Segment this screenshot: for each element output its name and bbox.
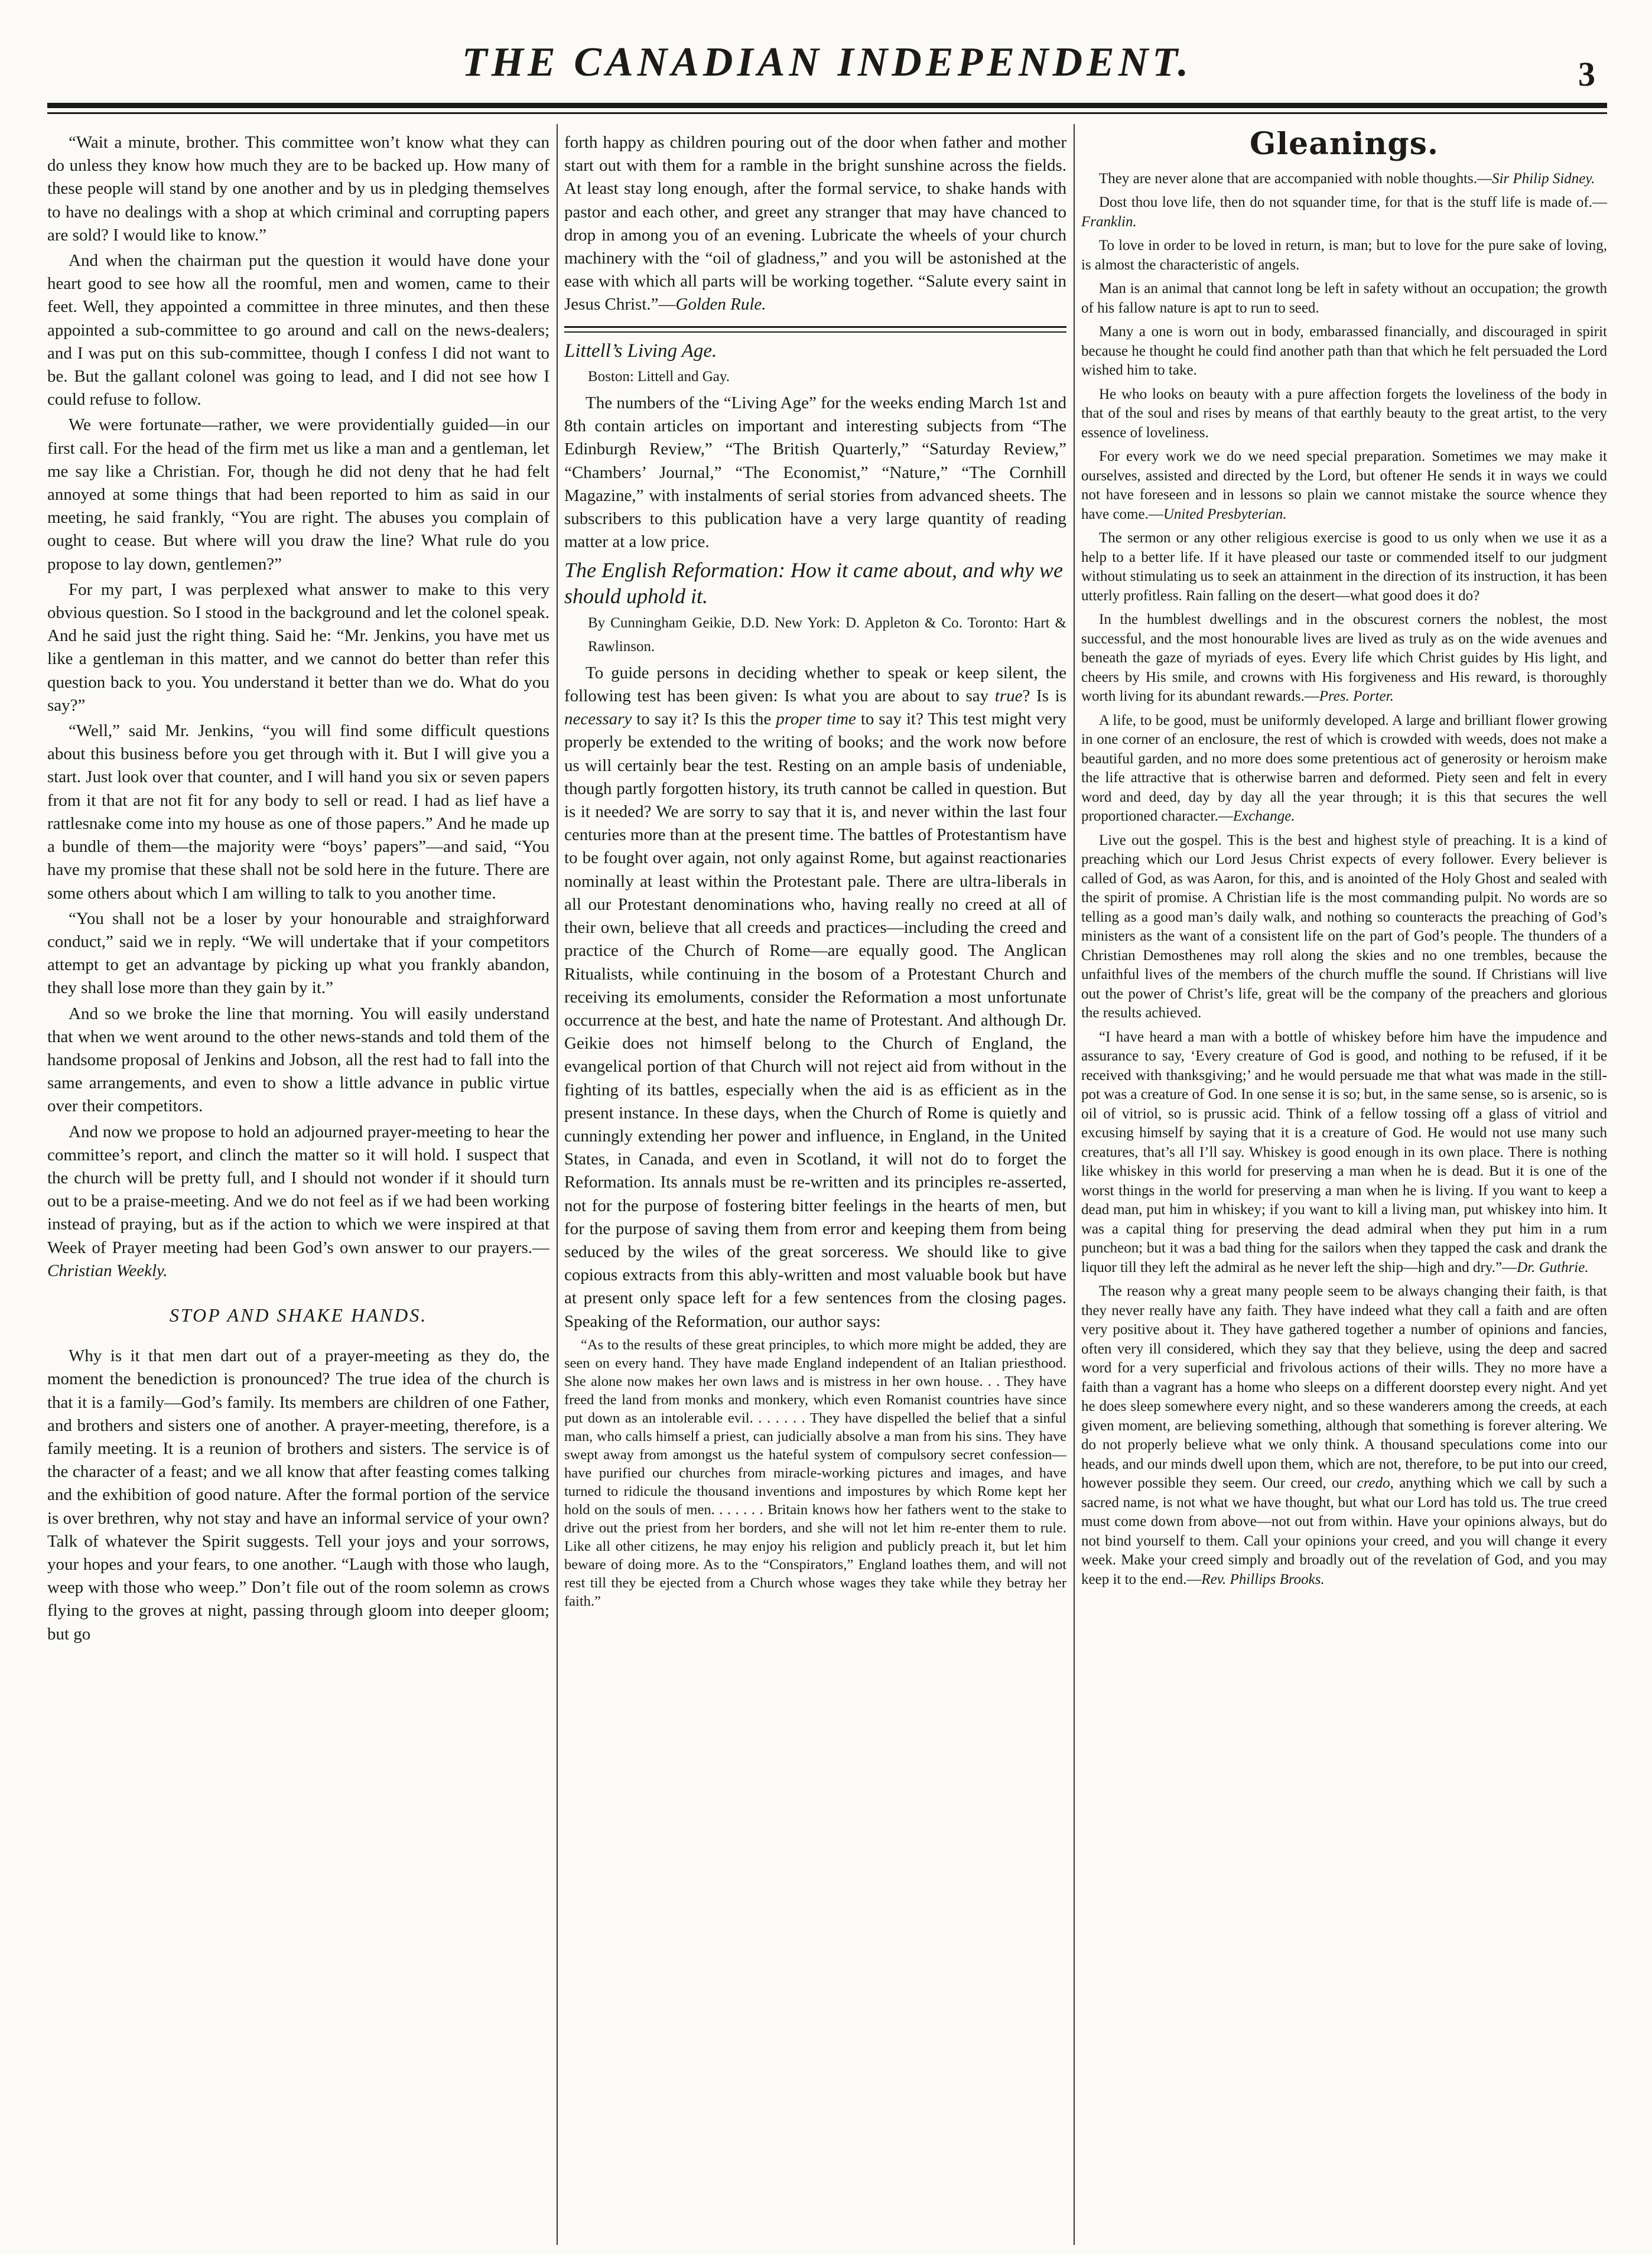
paragraph: “Wait a minute, brother. This committee won’t know what they can do unless they know how much they are to be backed up. How many of these people will stand by one another and by us in pledging themselves to have no dealings with a shop at which criminal and corrupting papers are sold? I would like to know.” [47, 133, 549, 245]
source-attribution: Exchange. [1233, 808, 1295, 824]
page-number: 3 [1578, 55, 1595, 93]
review-publisher: Boston: Littell and Gay. [588, 368, 730, 385]
paragraph: And when the chairman put the question it would have done your heart good to see how all the roomful, men and women, came to their feet. Well, they appointed a committee in three minutes, and then these appointed a sub-committee to go around and call on the news-dealers; and I was put on this sub-committee, though I confess I did not want to be. But the gallant colonel was going to lead, and I did not see how I could refuse to follow. [47, 251, 549, 409]
header-rule-thick [47, 103, 1607, 108]
paragraph-text: To guide persons in deciding whether to speak or keep silent, the following test has been given: Is what you are about to say [564, 663, 1066, 706]
gleaning [1081, 1028, 1607, 1278]
paragraph: For my part, I was perplexed what answer to make to this very obvious question. So I stood in the background and let the colonel speak. And he said just the right thing. Said he: “Mr. Jenkins, you have met us like a gentleman in this matter, and we cannot do better than refer this question back to you. You understand it better than we do. What do you say?” [47, 580, 549, 715]
paragraph-text: to say it? Is this the [632, 710, 776, 729]
paragraph [564, 662, 1066, 1333]
paragraph: And so we broke the line that morning. You will easily understand that when we went around to the other news-stands and told them of the handsome proposal of Jenkins and Jobson, all the rest had to fall into the same arrangements, and even to show a little advance in public virtue over their competitors. [47, 1004, 549, 1116]
gleaning [1081, 170, 1607, 189]
block-quote: “As to the results of these great principles, to which more might be added, they are seen on every hand. They have made England independent of an Italian priesthood. She alone now makes her own laws and is mistress in her own house. . . They have freed the land from monks and monkery, which even Romanist countries have since put down as an intolerable evil. . . . . . . They have dispelled the belief that a sinful man, who calls himself a priest, can judicially absolve a man from his sins. They have swept away from amongst us the hateful system of compulsory secret confession—have purified our churches from miracle-working pictures and images, and have turned to ridicule the thousand inventions and impostures by which Rome kept her hold on the souls of men. . . . . . . Britain knows how her fathers went to the stake to drive out the priest from her borders, and she will not let him re-enter them to rule. Like all other citizens, he may enjoy his religion and publicly preach it, but let him beware of doing more. As to the “Conspirators,” England loathes them, and will not rest till they be ejected from a Church whose wages they take while they betray her faith.” [564, 1336, 1066, 1609]
gleaning-text: , anything which we call by such a sacred name, is not what we have thought, but what our Lord has told us. The true creed must come down from above—not out from within. Have your opinions always, but do not bind yourself to them. Call your opinions your creed, and you will change it every week. Make your creed simply and broadly out of the revelation of God, and you may keep it to the end.— [1081, 1475, 1607, 1587]
source-attribution: Golden Rule. [675, 295, 766, 314]
source-attribution: Franklin. [1081, 213, 1137, 230]
emphasis: necessary [564, 710, 632, 729]
column-divider [1074, 124, 1075, 2245]
divider [564, 326, 1066, 328]
gleaning-text: For every work we do we need special preparation. Sometimes we may make it ourselves, assisted and directed by the Lord, but oftener He sends it in ways we could not have foreseen and in lessons so plain we cannot mistake the source whence they have come.— [1081, 448, 1607, 522]
gleaning [1081, 1282, 1607, 1589]
header-rule-thin [47, 112, 1607, 114]
source-attribution: Sir Philip Sidney. [1492, 170, 1595, 187]
gleaning [1081, 711, 1607, 826]
paragraph-text: ? Is is [1022, 686, 1066, 706]
gleaning [1081, 193, 1607, 232]
gleaning-text: “I have heard a man with a bottle of whiskey before him have the impudence and assurance to say, ‘Every creature of God is good, and nothing to be refused, if it be received with thanksgiving;’ and he would persuade me that what was made in the still-pot was a creature of God. In one sense it is so; but, in the same sense, so is arsenic, so is oil of vitriol, so is prussic acid. Think of a fellow tossing off a glass of vitriol and excusing himself by saying that it is a creature of God. He would not use many such creatures, that’s all I’ll say. Whiskey is good enough in its own place. There is nothing like whiskey in this world for preserving a man when he is dead. But it is one of the worst things in the world for preserving a man when he is living. If you want to keep a dead man, put him in whiskey; if you want to kill a living man, put whiskey into him. It was a capital thing for preserving the dead admiral when they put him in a rum puncheon; but it was a bad thing for the sailors when they tapped the cask and drank the liquor till they left the admiral as he never left the ship—high and dry.”— [1081, 1029, 1607, 1275]
paragraph [47, 1121, 549, 1283]
gleaning: The sermon or any other religious exercise is good to us only when we use it as a help to a better life. If it have pleased our taste or commended itself to our judgment without stimulating us to seek an attainment in the direction of its instruction, it has been utterly profitless. Rain falling on the desert—what good does it do? [1081, 530, 1607, 604]
source-attribution: Christian Weekly. [47, 1261, 168, 1280]
gleaning [1081, 610, 1607, 707]
paragraph-text: forth happy as children pouring out of the door when father and mother start out with them for a ramble in the bright sunshine across the fields. At least stay long enough, after the formal service, to shake hands with pastor and each other, and greet any stranger that may have chanced to drop in among you of an evening. Lubricate the wheels of your church machinery with the “oil of gladness,” and you will be astonished at the ease with which all parts will be working together. “Salute every saint in Jesus Christ.”— [564, 133, 1066, 314]
paragraph: We were fortunate—rather, we were providentially guided—in our first call. For the head of the firm met us like a man and a gentleman, let me say like a Christian. For, though he did not deny that he had felt annoyed at some things that had been reported to him as said in our meeting, he said frankly, “You are right. The abuses you complain of ought to cease. But where will you draw the line? What rule do you propose to lay down, gentlemen?” [47, 415, 549, 574]
section-title: STOP AND SHAKE HANDS. [169, 1304, 428, 1326]
masthead: THE CANADIAN INDEPENDENT. [461, 40, 1193, 85]
gleaning-text: The reason why a great many people seem to be always changing their faith, is that they never really have any faith. They have indeed what they call a faith and are often very positive about it. They have gathered together a number of opinions and fancies, often very ill considered, which they say that they believe, using the deep and sacred word for a very superficial and frivolous actions of their wills. They no more have a faith than a vagrant has a home who sleeps on a different doorstep every night. And yet he does sleep somewhere every night, and so these wanderers among the creeds, at each given moment, are believing something, although that something is forever altering. We do not properly believe what we only think. A thousand speculations come into our heads, and our minds dwell upon them, which are not, therefore, to be put into our creed, however possible they seem. Our creed, our [1081, 1283, 1607, 1491]
gleaning [1081, 447, 1607, 524]
page-header [47, 11, 1607, 99]
section-heading: Gleanings. [1249, 131, 1439, 162]
paragraph: The numbers of the “Living Age” for the weeks ending March 1st and 8th contain articles on important and interesting subjects from “The Edinburgh Review,” “The British Quarterly,” “Saturday Review,” “Chambers’ Journal,” “The Economist,” “Nature,” “The Cornhill Magazine,” with instalments of serial stories from advanced sheets. The subscribers to this publication have a very large quantity of reading matter at a low price. [564, 393, 1066, 552]
paragraph [564, 131, 1066, 317]
gleaning: He who looks on beauty with a pure affection forgets the loveliness of the body in that of the soul and rises by means of that earthly beauty to the great artist, to the very essence of loveliness. [1081, 386, 1607, 441]
column-3 [1081, 131, 1607, 2237]
review-title: Littell’s Living Age. [564, 340, 717, 362]
gleaning-text: Dost thou love life, then do not squander time, for that is the stuff life is made of.— [1099, 194, 1607, 210]
source-attribution: United Presbyterian. [1163, 506, 1287, 522]
review-publisher: By Cunningham Geikie, D.D. New York: D. Appleton & Co. Toronto: Hart & Rawlinson. [588, 615, 1066, 655]
gleaning: To love in order to be loved in return, is man; but to love for the pure sake of loving, is almost the characteristic of angels. [1081, 237, 1607, 273]
emphasis: credo [1357, 1475, 1390, 1491]
source-attribution: Dr. Guthrie. [1517, 1259, 1589, 1275]
gleaning-text: A life, to be good, must be uniformly developed. A large and brilliant flower growing in one corner of an enclosure, the rest of which is crowded with weeds, does not make a beautiful garden, and no more does some pretentious act of generosity or heroism make the life attractive that is otherwise barren and deformed. Piety seen and felt in every word and deed, day by day all the year through; it is this that secures the well proportioned character.— [1081, 712, 1607, 824]
paragraph: “You shall not be a loser by your honourable and straighforward conduct,” said we in reply. “We will undertake that if your competitors attempt to get an advantage by picking up what you frankly abandon, they shall lose more than they gain by it.” [47, 909, 549, 998]
gleaning: Many a one is worn out in body, embarassed financially, and discouraged in spirit because he thought he could find another path than that which he felt persuaded the Lord wished him to take. [1081, 324, 1607, 378]
paragraph-text: to say it? This test might very properly be extended to the writing of books; and the work now before us will certainly bear the test. Resting on an ample basis of undeniable, though partly forgotten history, its truth cannot be called in question. But is it needed? We are sorry to say that it is, and never within the last four centuries more than at the present time. The battles of Protestantism have to be fought over again, not only against Rome, but against reactionaries nominally at least within the Protestant pale. There are ultra-liberals in all our Protestant denominations who, having really no creed at all of their own, believe that all creeds and practices—including the creed and practice of the Church of Rome—are equally good. The Anglican Ritualists, while continuing in the bosom of a Protestant Church and receiving its emoluments, consider the Reformation a most unfortunate occurrence at the best, and hate the name of Protestant. And although Dr. Geikie does not himself belong to the Church of England, the evangelical portion of that Church will not reject aid from without in the fighting of its battles, especially when the aid is as efficient as in the present instance. In these days, when the Church of Rome is quietly and cunningly extending her power and influence, in England, in the United States, in Canada, and even in Scotland, it will not do to forget the Reformation. Its annals must be re-written and its principles re-asserted, not for the purpose of fostering bitter feelings in the hearts of men, but for the purpose of saving them from error and keeping them from being seduced by the wiles of the great sorceress. We should like to give copious extracts from this ably-written and most valuable book but have at present only space left for a few sentences from the closing pages. Speaking of the Reformation, our author says: [564, 710, 1066, 1331]
source-attribution: Pres. Porter. [1319, 688, 1394, 704]
column-2 [564, 131, 1066, 2237]
emphasis: true [994, 686, 1023, 706]
paragraph-text: And now we propose to hold an adjourned prayer-meeting to hear the committee’s report, and clinch the matter so it will hold. I suspect that the church will be pretty full, and I should not wonder if it should turn out to be a praise-meeting. And we do not feel as if we had been working instead of praying, but as if the action to which we were inspired at that Week of Prayer meeting had been God’s own answer to our prayers.— [47, 1122, 549, 1257]
gleaning: Live out the gospel. This is the best and highest style of preaching. It is a kind of preaching which our Lord Jesus Christ expects of every follower. Every believer is called of God, as was Aaron, for this, and is anointed of the Holy Ghost and sealed with the spirit of promise. A Christian life is the most commanding pulpit. No words are so telling as a good man’s daily walk, and nothing so counteracts the preaching of God’s ministers as the want of a consistent life on the part of God’s people. The thunders of a Christian Demosthenes may roll along the skies and no one trembles, because the unfaithful lives of the members of the church muffle the sound. If Christians will live out the power of Christ’s life, great will be the company of the preachers and glorious the results achieved. [1081, 832, 1607, 1021]
review-title: The English Reformation: How it came about, and why we should uphold it. [564, 558, 1063, 609]
paragraph: Why is it that men dart out of a prayer-meeting as they do, the moment the benediction is pronounced? The true idea of the church is that it is a family—God’s family. Its members are children of one Father, and brothers and sisters one of another. A prayer-meeting, therefore, is a family meeting. It is a reunion of brothers and sisters. The service is of the character of a feast; and we all know that after feasting comes talking and the exhibition of good nature. After the formal portion of the service is over brethren, why not stay and have an informal service of your own? Talk of whatever the Spirit suggests. Tell your joys and your sorrows, your hopes and your fears, to one another. “Laugh with those who laugh, weep with those who weep.” Don’t file out of the room solemn as crows flying to the groves at night, passing through gloom into deeper gloom; but go [47, 1346, 549, 1644]
column-1 [47, 131, 549, 2237]
divider [564, 331, 1066, 333]
source-attribution: Rev. Phillips Brooks. [1201, 1571, 1325, 1587]
gleaning-text: They are never alone that are accompanied with noble thoughts.— [1099, 170, 1492, 187]
column-divider [557, 124, 558, 2245]
paragraph: “Well,” said Mr. Jenkins, “you will find some difficult questions about this business before you get through with it. But I will give you a start. Just look over that counter, and I will hand you six or seven papers from it that are not fit for any body to sell or read. I had as lief have a rattlesnake come into my house as one of those papers.” And he made up a bundle of them—the majority were “boys’ papers”—and said, “You have my promise that these shall not be sold here in the future. There are some others about which I am willing to talk to you another time. [47, 721, 549, 903]
emphasis: proper time [776, 710, 856, 729]
gleaning-text: In the humblest dwellings and in the obscurest corners the noblest, the most successful, and the most honourable lives are lived as truly as on the wide avenues and beneath the gaze of myriads of eyes. Every life which Christ guides by His light, and cheers by His smile, and crowns with His forgiveness and His reward, is thoroughly worth living for its abundant rewards.— [1081, 611, 1607, 704]
gleaning: Man is an animal that cannot long be left in safety without an occupation; the growth of his fallow nature is apt to run to seed. [1081, 281, 1607, 316]
